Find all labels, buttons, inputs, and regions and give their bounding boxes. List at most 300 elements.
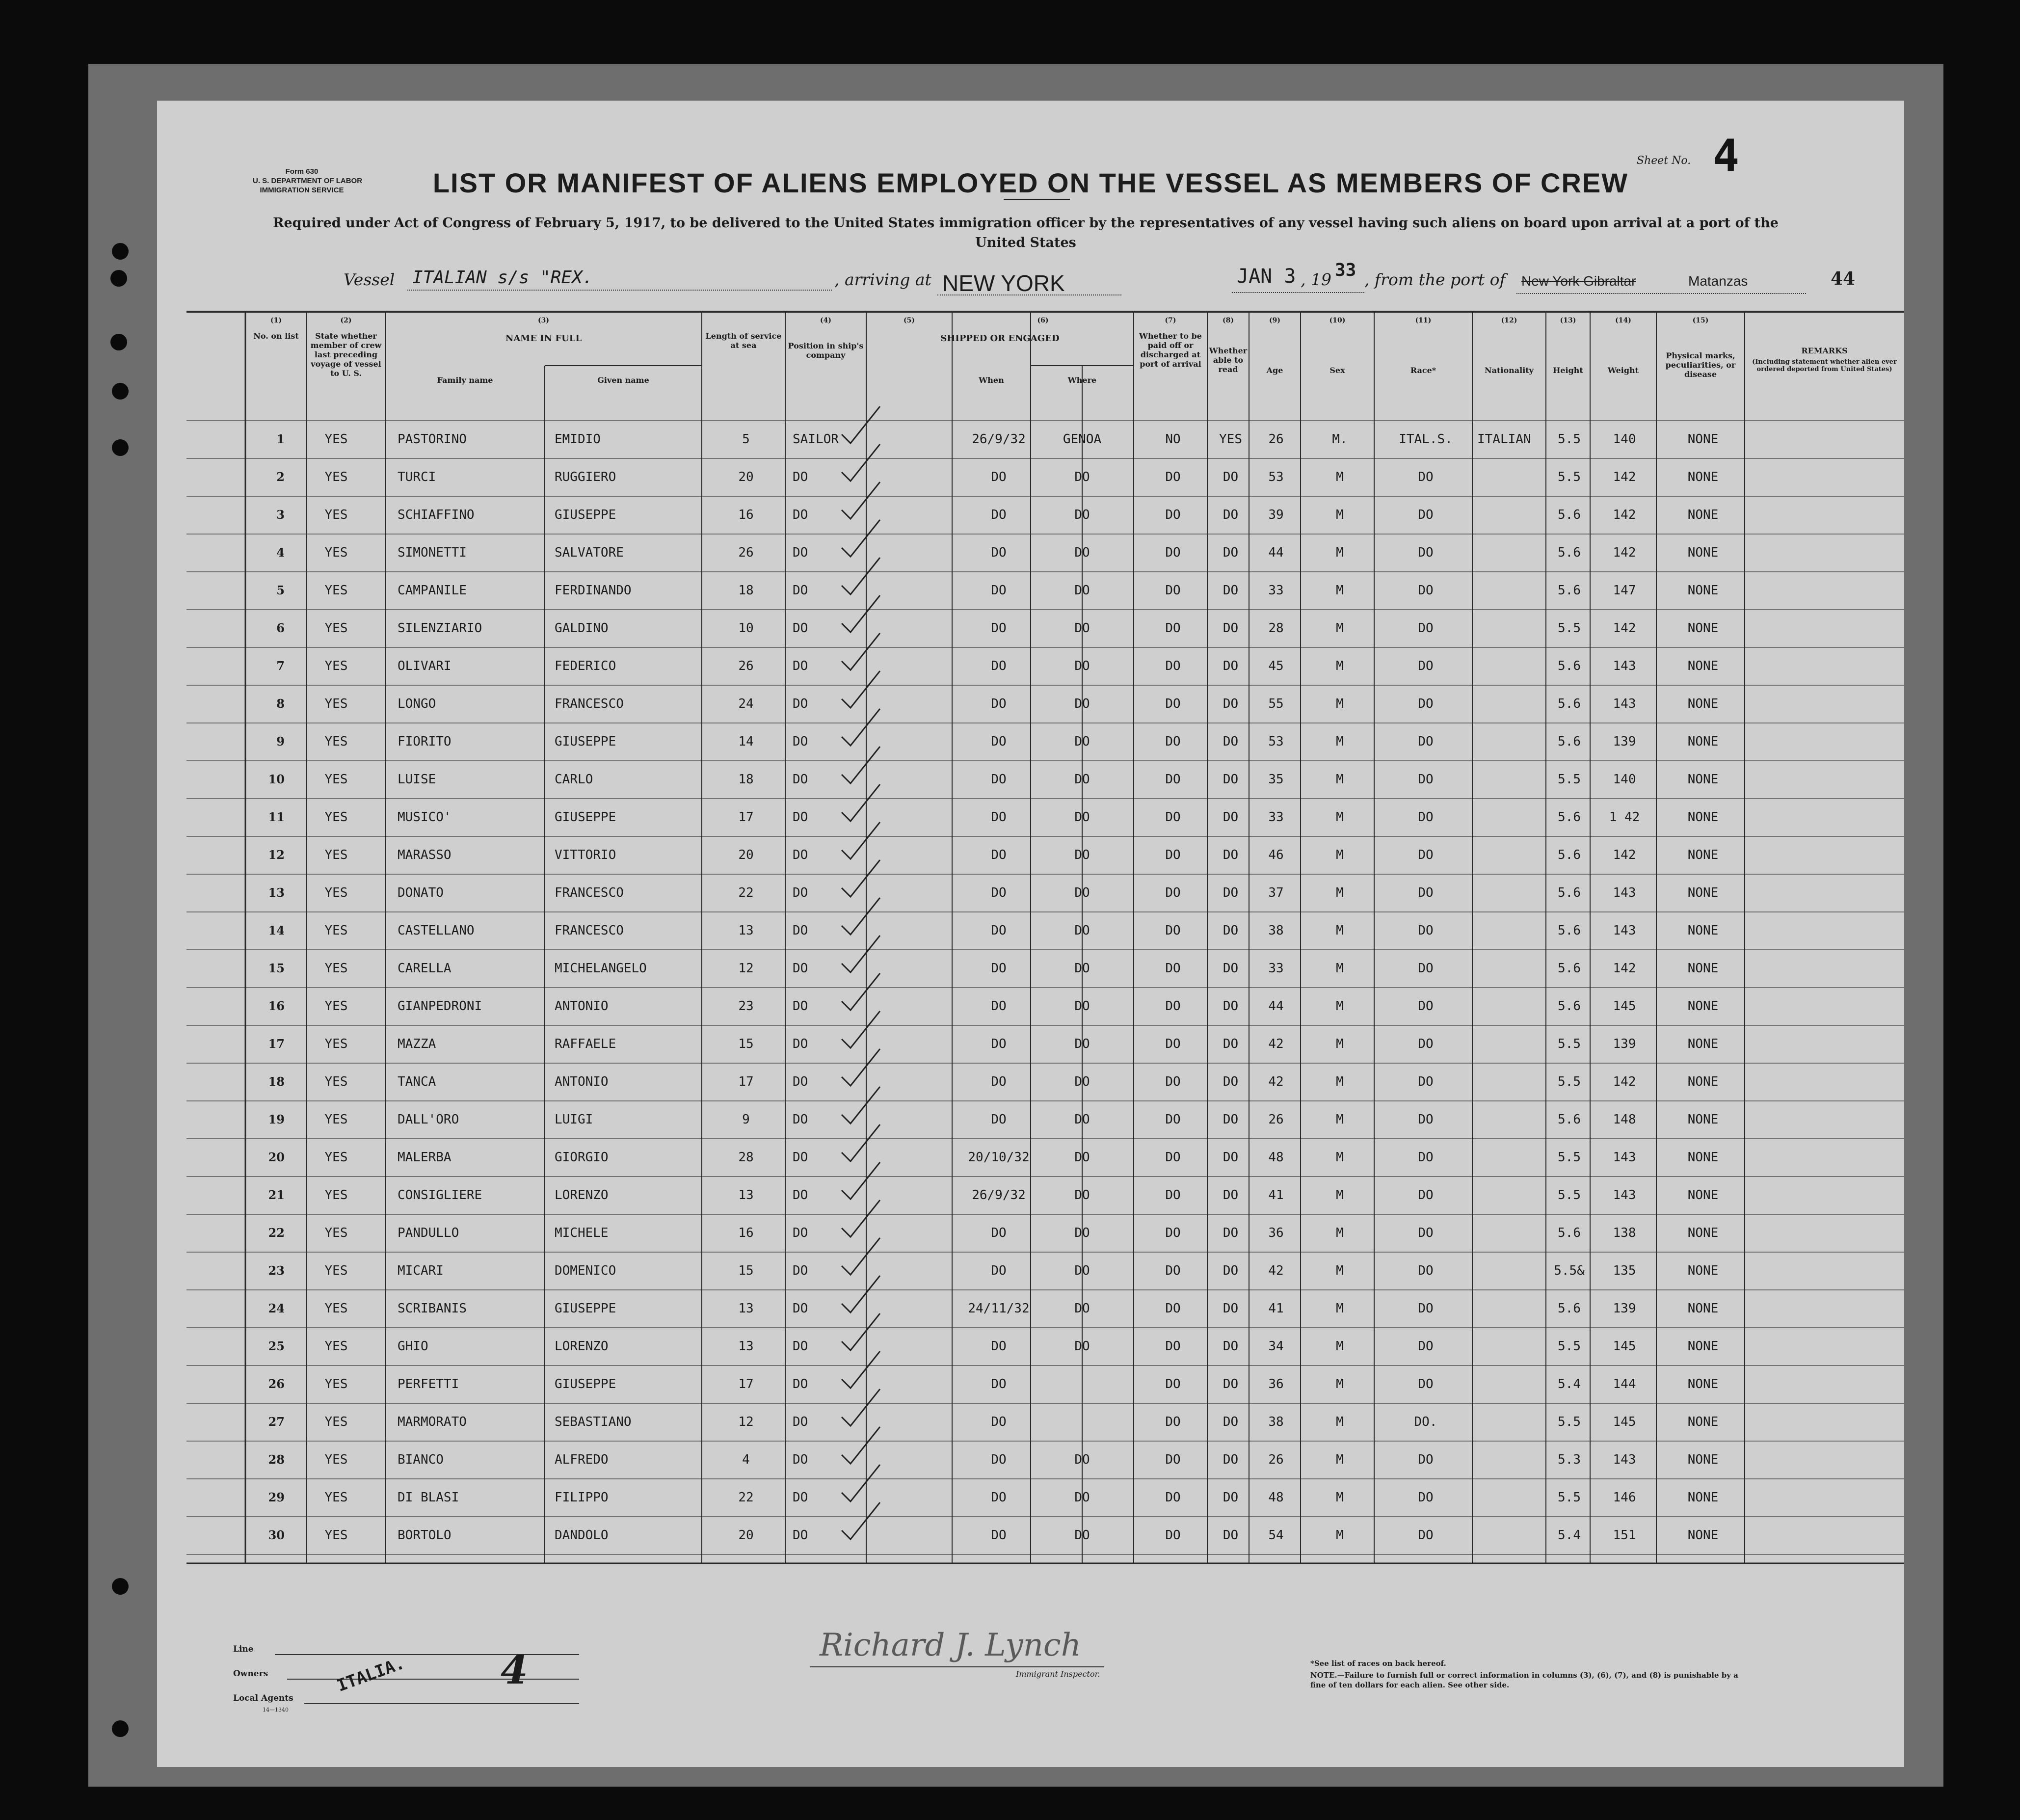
cell-length: 17: [738, 810, 754, 825]
row-number: 9: [276, 734, 285, 749]
cell-family: DALL'ORO: [398, 1112, 459, 1127]
form-number: Form 630: [285, 167, 319, 176]
cell-member: YES: [324, 885, 348, 900]
cell-where: DO: [1074, 696, 1090, 711]
cell-when: DO: [991, 1528, 1007, 1543]
cell-position: DO: [793, 1490, 808, 1505]
header-family: Family name: [437, 375, 493, 385]
cell-when: DO: [991, 999, 1007, 1014]
cell-height: 5.6: [1558, 696, 1581, 711]
cell-race: DO: [1418, 1490, 1434, 1505]
cell-when: DO: [991, 923, 1007, 938]
cell-family: GIANPEDRONI: [398, 999, 482, 1014]
manifest-table: [157, 101, 1904, 1767]
from-port-struck: New York Gibraltar: [1521, 273, 1636, 289]
binder-hole: [110, 334, 127, 350]
cell-member: YES: [324, 961, 348, 976]
cell-sex: M: [1336, 848, 1344, 862]
cell-family: MICARI: [398, 1263, 444, 1278]
header-paid: Whether to be paid off or discharged at port of arrival: [1139, 331, 1202, 369]
cell-age: 45: [1268, 659, 1284, 673]
cell-length: 18: [738, 772, 754, 787]
cell-given: FILIPPO: [555, 1490, 609, 1505]
header-when: When: [979, 375, 1004, 385]
cell-family: MUSICO': [398, 810, 452, 825]
cell-length: 13: [738, 1339, 754, 1354]
cell-height: 5.5: [1558, 621, 1581, 636]
cell-position: DO: [793, 734, 808, 749]
cell-race: DO: [1418, 810, 1434, 825]
cell-paid: DO: [1165, 1037, 1181, 1051]
cell-physical: NONE: [1687, 1528, 1719, 1543]
cell-sex: M: [1336, 1226, 1344, 1240]
cell-age: 35: [1268, 772, 1284, 787]
cell-height: 5.3: [1558, 1452, 1581, 1467]
row-number: 2: [276, 470, 285, 484]
cell-length: 5: [742, 432, 750, 447]
cell-weight: 143: [1613, 923, 1636, 938]
cell-paid: DO: [1165, 1415, 1181, 1429]
cell-physical: NONE: [1687, 1339, 1719, 1354]
cell-when: DO: [991, 1263, 1007, 1278]
cell-position: DO: [793, 508, 808, 522]
cell-where: DO: [1074, 659, 1090, 673]
cell-race: DO: [1418, 961, 1434, 976]
cell-family: SCRIBANIS: [398, 1301, 467, 1316]
cell-sex: M.: [1332, 432, 1348, 447]
cell-sex: M: [1336, 1037, 1344, 1051]
cell-age: 33: [1268, 810, 1284, 825]
cell-height: 5.6: [1558, 999, 1581, 1014]
cell-given: SEBASTIANO: [555, 1415, 632, 1429]
binder-hole: [112, 1720, 129, 1737]
cell-where: DO: [1074, 1150, 1090, 1165]
cell-when: DO: [991, 621, 1007, 636]
header-position: Position in ship's company: [788, 341, 864, 360]
cell-family: PANDULLO: [398, 1226, 459, 1240]
cell-length: 12: [738, 961, 754, 976]
cell-family: GHIO: [398, 1339, 428, 1354]
cell-length: 18: [738, 583, 754, 598]
cell-age: 48: [1268, 1150, 1284, 1165]
binder-hole: [110, 270, 127, 287]
cell-family: MARASSO: [398, 848, 452, 862]
cell-given: GIUSEPPE: [555, 508, 616, 522]
cell-given: LUIGI: [555, 1112, 593, 1127]
binder-hole: [112, 1578, 129, 1595]
row-number: 24: [268, 1301, 285, 1315]
cell-read: DO: [1223, 772, 1239, 787]
cell-race: DO: [1418, 1528, 1434, 1543]
cell-physical: NONE: [1687, 1301, 1719, 1316]
cell-sex: M: [1336, 772, 1344, 787]
cell-race: DO: [1418, 1074, 1434, 1089]
cell-length: 4: [742, 1452, 750, 1467]
cell-position: DO: [793, 1112, 808, 1127]
cell-when: 24/11/32: [968, 1301, 1030, 1316]
cell-given: VITTORIO: [555, 848, 616, 862]
cell-age: 37: [1268, 885, 1284, 900]
cell-position: DO: [793, 810, 808, 825]
row-number: 21: [268, 1188, 285, 1202]
cell-when: DO: [991, 772, 1007, 787]
cell-age: 42: [1268, 1037, 1284, 1051]
cell-member: YES: [324, 734, 348, 749]
cell-when: 26/9/32: [972, 432, 1026, 447]
cell-weight: 147: [1613, 583, 1636, 598]
cell-when: DO: [991, 1112, 1007, 1127]
cell-family: PASTORINO: [398, 432, 467, 447]
cell-physical: NONE: [1687, 1074, 1719, 1089]
penalty-note: NOTE.—Failure to furnish full or correct information in columns (3), (6), (7), and (8) is punishable by a fine of ten dollars for each alien. See other side.: [1310, 1671, 1738, 1689]
inspector-label: Immigrant Inspector.: [1016, 1669, 1100, 1679]
cell-age: 48: [1268, 1490, 1284, 1505]
column-number: (6): [1037, 317, 1049, 324]
row-number: 23: [268, 1263, 285, 1278]
cell-age: 41: [1268, 1301, 1284, 1316]
cell-race: DO: [1418, 545, 1434, 560]
cell-where: DO: [1074, 810, 1090, 825]
owners-field: [287, 1679, 579, 1680]
cell-sex: M: [1336, 1415, 1344, 1429]
cell-given: ANTONIO: [555, 1074, 609, 1089]
cell-sex: M: [1336, 885, 1344, 900]
cell-family: CASTELLANO: [398, 923, 475, 938]
cell-member: YES: [324, 545, 348, 560]
row-number: 8: [276, 696, 285, 711]
header-race: Race*: [1410, 366, 1436, 375]
column-number: (7): [1165, 317, 1176, 324]
cell-position: DO: [793, 1301, 808, 1316]
cell-position: DO: [793, 1037, 808, 1051]
cell-when: DO: [991, 470, 1007, 484]
cell-weight: 145: [1613, 999, 1636, 1014]
cell-weight: 142: [1613, 1074, 1636, 1089]
cell-sex: M: [1336, 1528, 1344, 1543]
cell-length: 13: [738, 1301, 754, 1316]
cell-position: DO: [793, 1415, 808, 1429]
cell-where: DO: [1074, 1226, 1090, 1240]
header-age: Age: [1266, 366, 1283, 375]
cell-where: DO: [1074, 923, 1090, 938]
cell-weight: 151: [1613, 1528, 1636, 1543]
cell-physical: NONE: [1687, 961, 1719, 976]
row-number: 1: [276, 432, 285, 446]
cell-weight: 139: [1613, 1301, 1636, 1316]
cell-read: DO: [1223, 999, 1239, 1014]
cell-sex: M: [1336, 1339, 1344, 1354]
cell-length: 22: [738, 1490, 754, 1505]
cell-paid: DO: [1165, 1452, 1181, 1467]
cell-weight: 142: [1613, 470, 1636, 484]
cell-family: LONGO: [398, 696, 436, 711]
cell-when: DO: [991, 583, 1007, 598]
cell-given: LORENZO: [555, 1339, 609, 1354]
cell-member: YES: [324, 1263, 348, 1278]
cell-where: DO: [1074, 545, 1090, 560]
cell-member: YES: [324, 999, 348, 1014]
header-name: NAME IN FULL: [505, 333, 582, 344]
cell-physical: NONE: [1687, 508, 1719, 522]
column-number: (8): [1223, 317, 1234, 324]
year-prefix: , 19: [1301, 270, 1331, 289]
cell-given: GIORGIO: [555, 1150, 609, 1165]
cell-family: BIANCO: [398, 1452, 444, 1467]
cell-read: DO: [1223, 1415, 1239, 1429]
header-given: Given name: [597, 375, 649, 385]
cell-read: DO: [1223, 621, 1239, 636]
cell-when: DO: [991, 1226, 1007, 1240]
cell-paid: DO: [1165, 508, 1181, 522]
cell-where: DO: [1074, 508, 1090, 522]
cell-given: EMIDIO: [555, 432, 601, 447]
cell-race: DO: [1418, 1301, 1434, 1316]
cell-given: GIUSEPPE: [555, 734, 616, 749]
cell-weight: 135: [1613, 1263, 1636, 1278]
cell-sex: M: [1336, 734, 1344, 749]
cell-weight: 142: [1613, 848, 1636, 862]
cell-race: DO: [1418, 1188, 1434, 1203]
cell-weight: 1 42: [1609, 810, 1640, 825]
cell-age: 53: [1268, 470, 1284, 484]
cell-given: ANTONIO: [555, 999, 609, 1014]
cell-member: YES: [324, 1415, 348, 1429]
cell-length: 20: [738, 470, 754, 484]
cell-length: 28: [738, 1150, 754, 1165]
cell-sex: M: [1336, 923, 1344, 938]
cell-weight: 143: [1613, 1150, 1636, 1165]
cell-physical: NONE: [1687, 1263, 1719, 1278]
cell-family: CAMPANILE: [398, 583, 467, 598]
cell-member: YES: [324, 1188, 348, 1203]
cell-read: DO: [1223, 1226, 1239, 1240]
cell-read: DO: [1223, 1377, 1239, 1392]
cell-age: 54: [1268, 1528, 1284, 1543]
cell-length: 13: [738, 1188, 754, 1203]
vessel-name: ITALIAN s/s "REX.: [412, 268, 593, 288]
cell-weight: 146: [1613, 1490, 1636, 1505]
cell-sex: M: [1336, 1452, 1344, 1467]
binder-hole: [112, 439, 129, 456]
cell-family: TANCA: [398, 1074, 436, 1089]
column-number: (11): [1415, 317, 1432, 324]
cell-physical: NONE: [1687, 772, 1719, 787]
cell-member: YES: [324, 772, 348, 787]
cell-member: YES: [324, 1490, 348, 1505]
cell-where: DO: [1074, 1339, 1090, 1354]
cell-paid: DO: [1165, 621, 1181, 636]
cell-read: DO: [1223, 885, 1239, 900]
arrival-date: JAN 3: [1237, 265, 1296, 288]
cell-sex: M: [1336, 508, 1344, 522]
cell-family: CARELLA: [398, 961, 452, 976]
header-sex: Sex: [1329, 366, 1345, 375]
cell-paid: DO: [1165, 1112, 1181, 1127]
cell-family: BORTOLO: [398, 1528, 452, 1543]
cell-read: DO: [1223, 508, 1239, 522]
cell-position: DO: [793, 885, 808, 900]
cell-member: YES: [324, 1301, 348, 1316]
cell-race: DO: [1418, 1377, 1434, 1392]
cell-height: 5.6: [1558, 923, 1581, 938]
header-where: Where: [1067, 375, 1097, 385]
cell-family: LUISE: [398, 772, 436, 787]
cell-race: DO: [1418, 470, 1434, 484]
cell-length: 14: [738, 734, 754, 749]
cell-member: YES: [324, 583, 348, 598]
cell-height: 5.6: [1558, 583, 1581, 598]
cell-height: 5.5: [1558, 470, 1581, 484]
cell-position: DO: [793, 999, 808, 1014]
cell-race: DO: [1418, 1112, 1434, 1127]
row-number: 5: [276, 583, 285, 597]
cell-sex: M: [1336, 545, 1344, 560]
cell-age: 26: [1268, 432, 1284, 447]
cell-length: 22: [738, 885, 754, 900]
cell-height: 5.6: [1558, 659, 1581, 673]
cell-paid: DO: [1165, 810, 1181, 825]
cell-where: DO: [1074, 1528, 1090, 1543]
row-number: 17: [268, 1037, 285, 1051]
cell-paid: DO: [1165, 772, 1181, 787]
cell-when: DO: [991, 659, 1007, 673]
cell-position: DO: [793, 1339, 808, 1354]
header-nationality: Nationality: [1485, 366, 1534, 375]
cell-where: DO: [1074, 1452, 1090, 1467]
cell-read: DO: [1223, 545, 1239, 560]
cell-race: DO: [1418, 923, 1434, 938]
cell-when: DO: [991, 734, 1007, 749]
cell-sex: M: [1336, 961, 1344, 976]
row-number: 3: [276, 508, 285, 522]
binder-hole: [112, 243, 129, 260]
cell-member: YES: [324, 696, 348, 711]
cell-paid: DO: [1165, 848, 1181, 862]
cell-race: DO: [1418, 621, 1434, 636]
cell-sex: M: [1336, 1112, 1344, 1127]
cell-age: 36: [1268, 1226, 1284, 1240]
cell-paid: DO: [1165, 1150, 1181, 1165]
header-height: Height: [1553, 366, 1583, 375]
cell-physical: NONE: [1687, 885, 1719, 900]
header-remarks-note: (Including statement whether alien ever ordered deported from United States): [1752, 358, 1897, 373]
cell-sex: M: [1336, 1150, 1344, 1165]
cell-when: 26/9/32: [972, 1188, 1026, 1203]
row-number: 15: [268, 961, 285, 975]
cell-paid: DO: [1165, 1074, 1181, 1089]
cell-height: 5.5: [1558, 1415, 1581, 1429]
cell-where: DO: [1074, 583, 1090, 598]
line-label: Line: [233, 1644, 254, 1654]
cell-race: DO: [1418, 1263, 1434, 1278]
cell-member: YES: [324, 432, 348, 447]
cell-read: DO: [1223, 1301, 1239, 1316]
row-number: 12: [268, 848, 285, 862]
row-number: 18: [268, 1074, 285, 1089]
cell-where: DO: [1074, 772, 1090, 787]
cell-height: 5.5: [1558, 1339, 1581, 1354]
header-member: State whether member of crew last preceding voyage of vessel to U. S.: [310, 331, 382, 378]
cell-position: DO: [793, 621, 808, 636]
cell-family: DI BLASI: [398, 1490, 459, 1505]
cell-length: 17: [738, 1377, 754, 1392]
cell-physical: NONE: [1687, 1490, 1719, 1505]
cell-read: DO: [1223, 1112, 1239, 1127]
cell-physical: NONE: [1687, 583, 1719, 598]
cell-age: 36: [1268, 1377, 1284, 1392]
cell-weight: 140: [1613, 772, 1636, 787]
cell-when: DO: [991, 885, 1007, 900]
local-agents-form: 14—1340: [263, 1707, 289, 1713]
row-number: 20: [268, 1150, 285, 1164]
cell-when: DO: [991, 1339, 1007, 1354]
cell-paid: NO: [1165, 432, 1181, 447]
cell-read: DO: [1223, 1339, 1239, 1354]
cell-physical: NONE: [1687, 848, 1719, 862]
cell-member: YES: [324, 1528, 348, 1543]
cell-race: DO: [1418, 583, 1434, 598]
cell-when: 20/10/32: [968, 1150, 1030, 1165]
cell-member: YES: [324, 848, 348, 862]
arriving-port: NEW YORK: [942, 270, 1065, 296]
cell-sex: M: [1336, 696, 1344, 711]
cell-paid: DO: [1165, 961, 1181, 976]
cell-paid: DO: [1165, 470, 1181, 484]
cell-age: 26: [1268, 1112, 1284, 1127]
cell-given: RUGGIERO: [555, 470, 616, 484]
cell-where: GENOA: [1063, 432, 1102, 447]
row-number: 14: [268, 923, 285, 937]
cell-given: GIUSEPPE: [555, 1301, 616, 1316]
cell-length: 26: [738, 659, 754, 673]
cell-height: 5.6: [1558, 508, 1581, 522]
cell-age: 38: [1268, 1415, 1284, 1429]
cell-read: DO: [1223, 1452, 1239, 1467]
cell-position: DO: [793, 696, 808, 711]
cell-age: 41: [1268, 1188, 1284, 1203]
cell-when: DO: [991, 508, 1007, 522]
cell-length: 16: [738, 1226, 754, 1240]
cell-where: DO: [1074, 621, 1090, 636]
local-agents-field: [304, 1703, 579, 1704]
arrival-year: 33: [1335, 260, 1356, 280]
row-number: 10: [268, 772, 285, 786]
cell-physical: NONE: [1687, 659, 1719, 673]
cell-height: 5.6: [1558, 734, 1581, 749]
cell-paid: DO: [1165, 885, 1181, 900]
cell-age: 53: [1268, 734, 1284, 749]
cell-member: YES: [324, 508, 348, 522]
cell-given: FRANCESCO: [555, 923, 624, 938]
cell-paid: DO: [1165, 999, 1181, 1014]
row-number: 30: [268, 1528, 285, 1542]
cell-position: DO: [793, 1452, 808, 1467]
column-number: (3): [538, 317, 549, 324]
cell-read: DO: [1223, 848, 1239, 862]
cell-length: 15: [738, 1037, 754, 1051]
cell-member: YES: [324, 621, 348, 636]
cell-age: 44: [1268, 999, 1284, 1014]
row-number: 19: [268, 1112, 285, 1126]
cell-given: FEDERICO: [555, 659, 616, 673]
from-port-label: , from the port of: [1364, 270, 1506, 289]
cell-length: 12: [738, 1415, 754, 1429]
page-title: LIST OR MANIFEST OF ALIENS EMPLOYED ON THE VESSEL AS MEMBERS OF CREW: [432, 167, 1629, 198]
cell-family: MALERBA: [398, 1150, 452, 1165]
cell-member: YES: [324, 810, 348, 825]
cell-read: DO: [1223, 659, 1239, 673]
cell-weight: 142: [1613, 508, 1636, 522]
